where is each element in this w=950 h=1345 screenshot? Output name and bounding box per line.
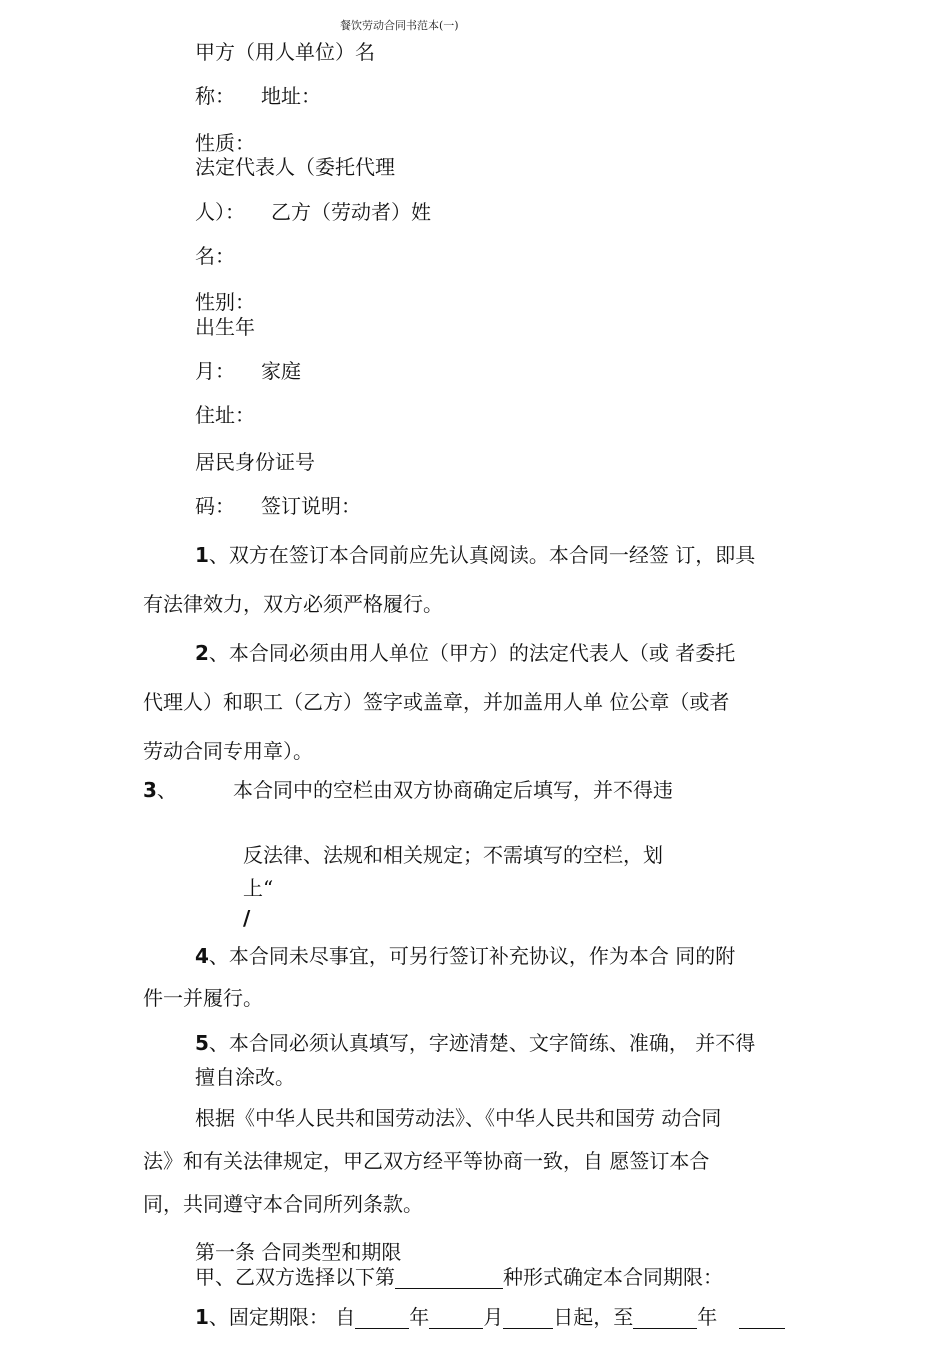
note-1-line-2: 有法律效力，双方必须严格履行。 [143, 592, 443, 616]
legal-rep-label: 法定代表人（委托代理 [195, 155, 395, 179]
preamble-line-3: 同，共同遵守本合同所列条款。 [143, 1192, 423, 1216]
note-3-line-2: 反法律、法规和相关规定；不需填写的空栏，划 [243, 843, 663, 867]
note-4-text: 、本合同未尽事宜，可另行签订补充协议，作为本合 同的附 [208, 944, 736, 968]
note-3-line-3: 上“ [243, 876, 274, 900]
gender-label: 性别： [195, 290, 255, 314]
note-3-number: 3 [143, 778, 157, 802]
birth-suffix: 月： [195, 359, 235, 383]
end-year-label: 年 [697, 1305, 718, 1329]
page-header: 餐饮劳动合同书范本(一) [340, 19, 459, 32]
legal-rep-suffix: 人）： [195, 200, 245, 224]
form-line-suffix: 种形式确定本合同期限： [503, 1265, 723, 1289]
note-3-line-1 [143, 778, 177, 802]
start-month-blank[interactable] [429, 1308, 483, 1329]
article-1-form-line [195, 1265, 723, 1289]
fixed-term-label: 、固定期限： 自 [208, 1305, 356, 1329]
address-label: 地址： [261, 84, 321, 108]
note-2-line-2: 代理人）和职工（乙方）签字或盖章，并加盖用人单 位公章（或者 [143, 690, 730, 714]
preamble-line-1: 根据《中华人民共和国劳动法》、《中华人民共和国劳 动合同 [195, 1106, 722, 1130]
article-1-title: 第一条 合同类型和期限 [195, 1240, 402, 1264]
note-2-text: 、本合同必须由用人单位（甲方）的法定代表人（或 者委托 [208, 641, 736, 665]
note-4-number: 4 [195, 944, 209, 968]
note-3-text: 本合同中的空栏由双方协商确定后填写，并不得违 [233, 778, 673, 802]
party-b-name-label: 名： [195, 244, 235, 268]
form-line-prefix: 甲、乙双方选择以下第 [195, 1265, 395, 1289]
end-year-blank[interactable] [633, 1308, 697, 1329]
fixed-term-line [195, 1305, 785, 1329]
note-5-line-1 [195, 1031, 755, 1055]
nature-label: 性质： [195, 131, 255, 155]
start-year-blank[interactable] [355, 1308, 409, 1329]
start-day-blank[interactable] [503, 1308, 553, 1329]
party-a-name-label: 甲方（用人单位）名 [195, 40, 375, 64]
note-3-slash: / [243, 906, 251, 930]
note-2-line-3: 劳动合同专用章）。 [143, 739, 313, 763]
note-1-text: 、双方在签订本合同前应先认真阅读。本合同一经签 订，即具 [208, 543, 756, 567]
party-a-name-address-line [195, 84, 321, 108]
signing-notes-label: 签订说明： [261, 494, 361, 518]
id-suffix: 码： [195, 494, 235, 518]
id-number-label: 居民身份证号 [195, 450, 315, 474]
id-signing-line [195, 494, 361, 518]
birth-home-line [195, 359, 301, 383]
start-day-label: 日起，至 [553, 1305, 634, 1329]
birth-label: 出生年 [195, 315, 255, 339]
preamble-line-2: 法》和有关法律规定，甲乙双方经平等协商一致，自 愿签订本合 [143, 1149, 710, 1173]
note-1-line-1 [195, 543, 755, 567]
form-choice-blank[interactable] [395, 1268, 503, 1289]
home-label: 家庭 [261, 359, 301, 383]
party-b-label: 乙方（劳动者）姓 [271, 200, 431, 224]
start-month-label: 月 [483, 1305, 504, 1329]
fixed-term-number: 1 [195, 1305, 209, 1329]
legal-rep-party-b-line [195, 200, 431, 224]
start-year-label: 年 [409, 1305, 430, 1329]
note-4-line-1 [195, 944, 735, 968]
residence-label: 住址： [195, 403, 255, 427]
note-1-number: 1 [195, 543, 209, 567]
end-month-blank[interactable] [739, 1308, 785, 1329]
note-5-text: 、本合同必须认真填写，字迹清楚、文字简练、准确， 并不得 [208, 1031, 756, 1055]
note-2-number: 2 [195, 641, 209, 665]
note-3-separator: 、 [156, 778, 177, 802]
note-2-line-1 [195, 641, 735, 665]
note-5-number: 5 [195, 1031, 209, 1055]
note-4-line-2: 件一并履行。 [143, 986, 263, 1010]
note-5-line-2: 擅自涂改。 [195, 1065, 295, 1089]
name-suffix: 称： [195, 84, 235, 108]
